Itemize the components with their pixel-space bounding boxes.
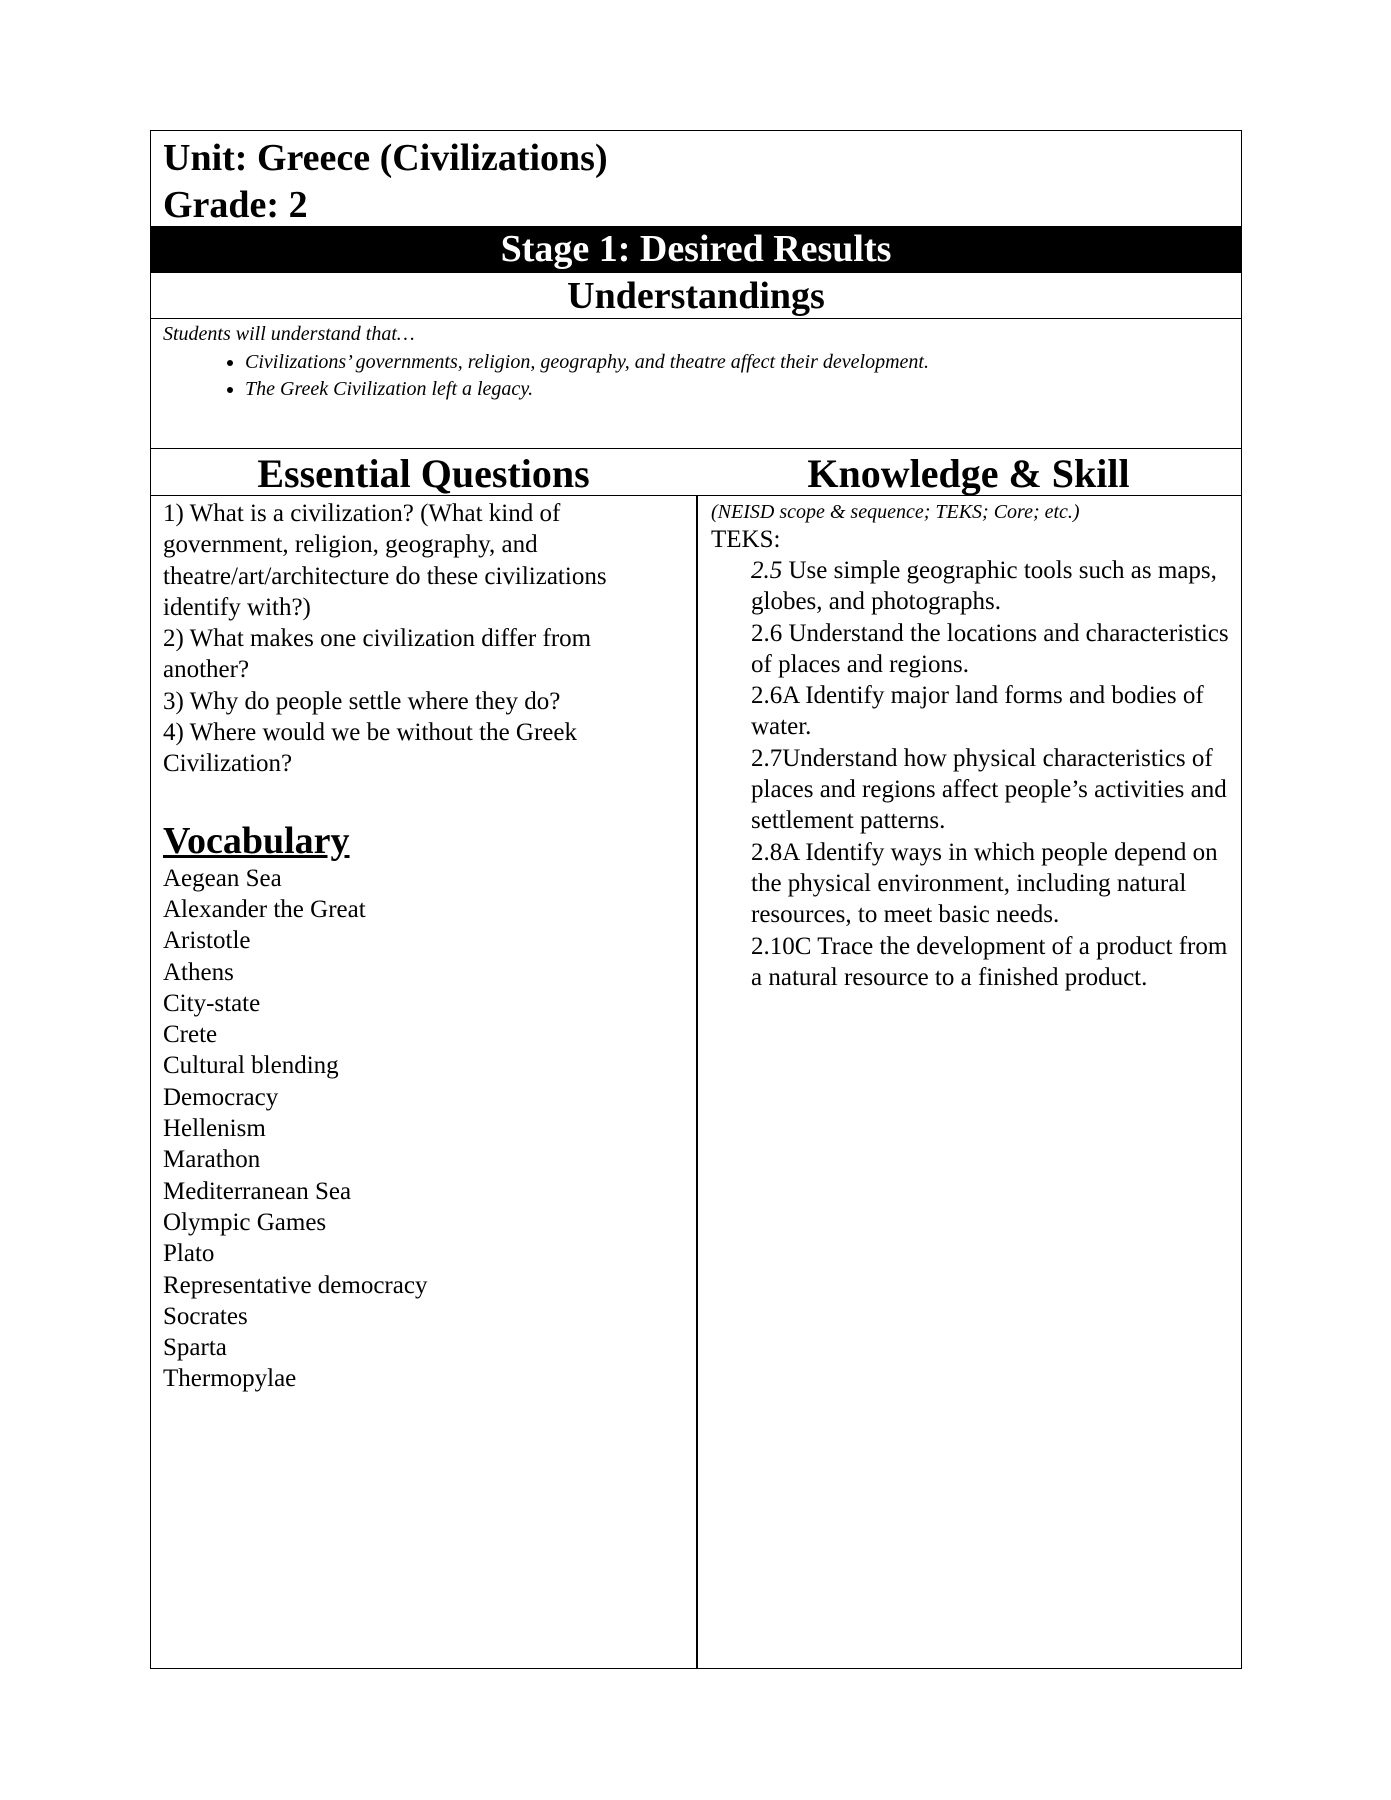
unit-plan-document [150,130,1242,1669]
vocab-term: Representative democracy [163,1271,428,1299]
column-headings [151,449,1241,496]
teks-text: Identify ways in which people depend on the physical environment, including natural resources, to meet basic needs. [751,838,1218,929]
teks-text: Use simple geographic tools such as maps, globes, and photographs. [751,557,1217,616]
vocab-term: Marathon [163,1146,261,1174]
question-item: 4) Where would we be without the Greek Civilization? [163,719,577,778]
vocab-term: Alexander the Great [163,895,366,923]
teks-item [751,555,1236,618]
teks-item [751,618,1236,681]
teks-item [751,837,1236,931]
question-item: 1) What is a civilization? (What kind of government, religion, geography, and theatre/art/architecture do these civilizations identify with?) [163,500,607,621]
vocabulary-list [163,863,683,1395]
understandings-intro: Students will understand that… [163,323,415,345]
vocab-term: Aegean Sea [163,864,282,892]
understandings-list [163,349,1229,403]
knowledge-skill-note: (NEISD scope & sequence; TEKS; Core; etc.) [711,501,1080,523]
vocab-term: Crete [163,1021,218,1049]
understanding-item: • The Greek Civilization left a legacy. [245,376,1229,403]
vocab-term: Sparta [163,1334,227,1362]
vocab-term: Aristotle [163,927,251,955]
question-item: 2) What makes one civilization differ from another? [163,625,592,684]
teks-code: 2.8A [751,838,799,866]
essential-questions-heading: Essential Questions [257,451,590,496]
grade-title: Grade: 2 [163,184,308,226]
teks-label: TEKS: [711,526,781,553]
header [151,131,1241,226]
understanding-item: • Civilizations’ governments, religion, geography, and theatre affect their development. [245,349,1229,376]
teks-text: Understand the locations and characteristics of places and regions. [751,619,1229,678]
teks-item [751,680,1236,743]
understandings-heading: Understandings [151,273,1241,319]
vocab-term: Olympic Games [163,1208,327,1236]
vocabulary-heading: Vocabulary [163,819,350,862]
essential-questions-column [163,498,683,1395]
teks-code: 2.10C [751,932,812,960]
teks-code: 2.6 [751,619,783,647]
vocab-term: Socrates [163,1302,248,1330]
question-item: 3) Why do people settle where they do? [163,687,561,715]
vocab-term: Mediterranean Sea [163,1177,352,1205]
teks-text: Identify major land forms and bodies of water. [751,682,1204,741]
vocab-term: Cultural blending [163,1052,339,1080]
understandings-section [151,319,1241,449]
vocab-term: City-state [163,989,261,1017]
knowledge-skill-heading: Knowledge & Skill [807,451,1130,496]
unit-title: Unit: Greece (Civilizations) [163,137,608,179]
vocab-term: Hellenism [163,1115,266,1143]
teks-item [751,743,1236,837]
stage-title-bar: Stage 1: Desired Results [151,226,1241,273]
teks-text: Understand how physical characteristics of places and regions affect people’s activities and settlement patterns. [751,744,1227,835]
knowledge-skill-column [711,499,1236,993]
teks-item [751,931,1236,994]
vocab-term: Democracy [163,1083,279,1111]
vocab-term: Plato [163,1240,215,1268]
teks-text: Trace the development of a product from a natural resource to a finished product. [751,932,1228,991]
column-divider [696,496,698,1668]
vocab-term: Thermopylae [163,1365,297,1393]
teks-code: 2.7 [751,744,783,772]
teks-code: 2.6A [751,682,799,710]
teks-code: 2.5 [751,557,783,584]
vocab-term: Athens [163,958,234,986]
